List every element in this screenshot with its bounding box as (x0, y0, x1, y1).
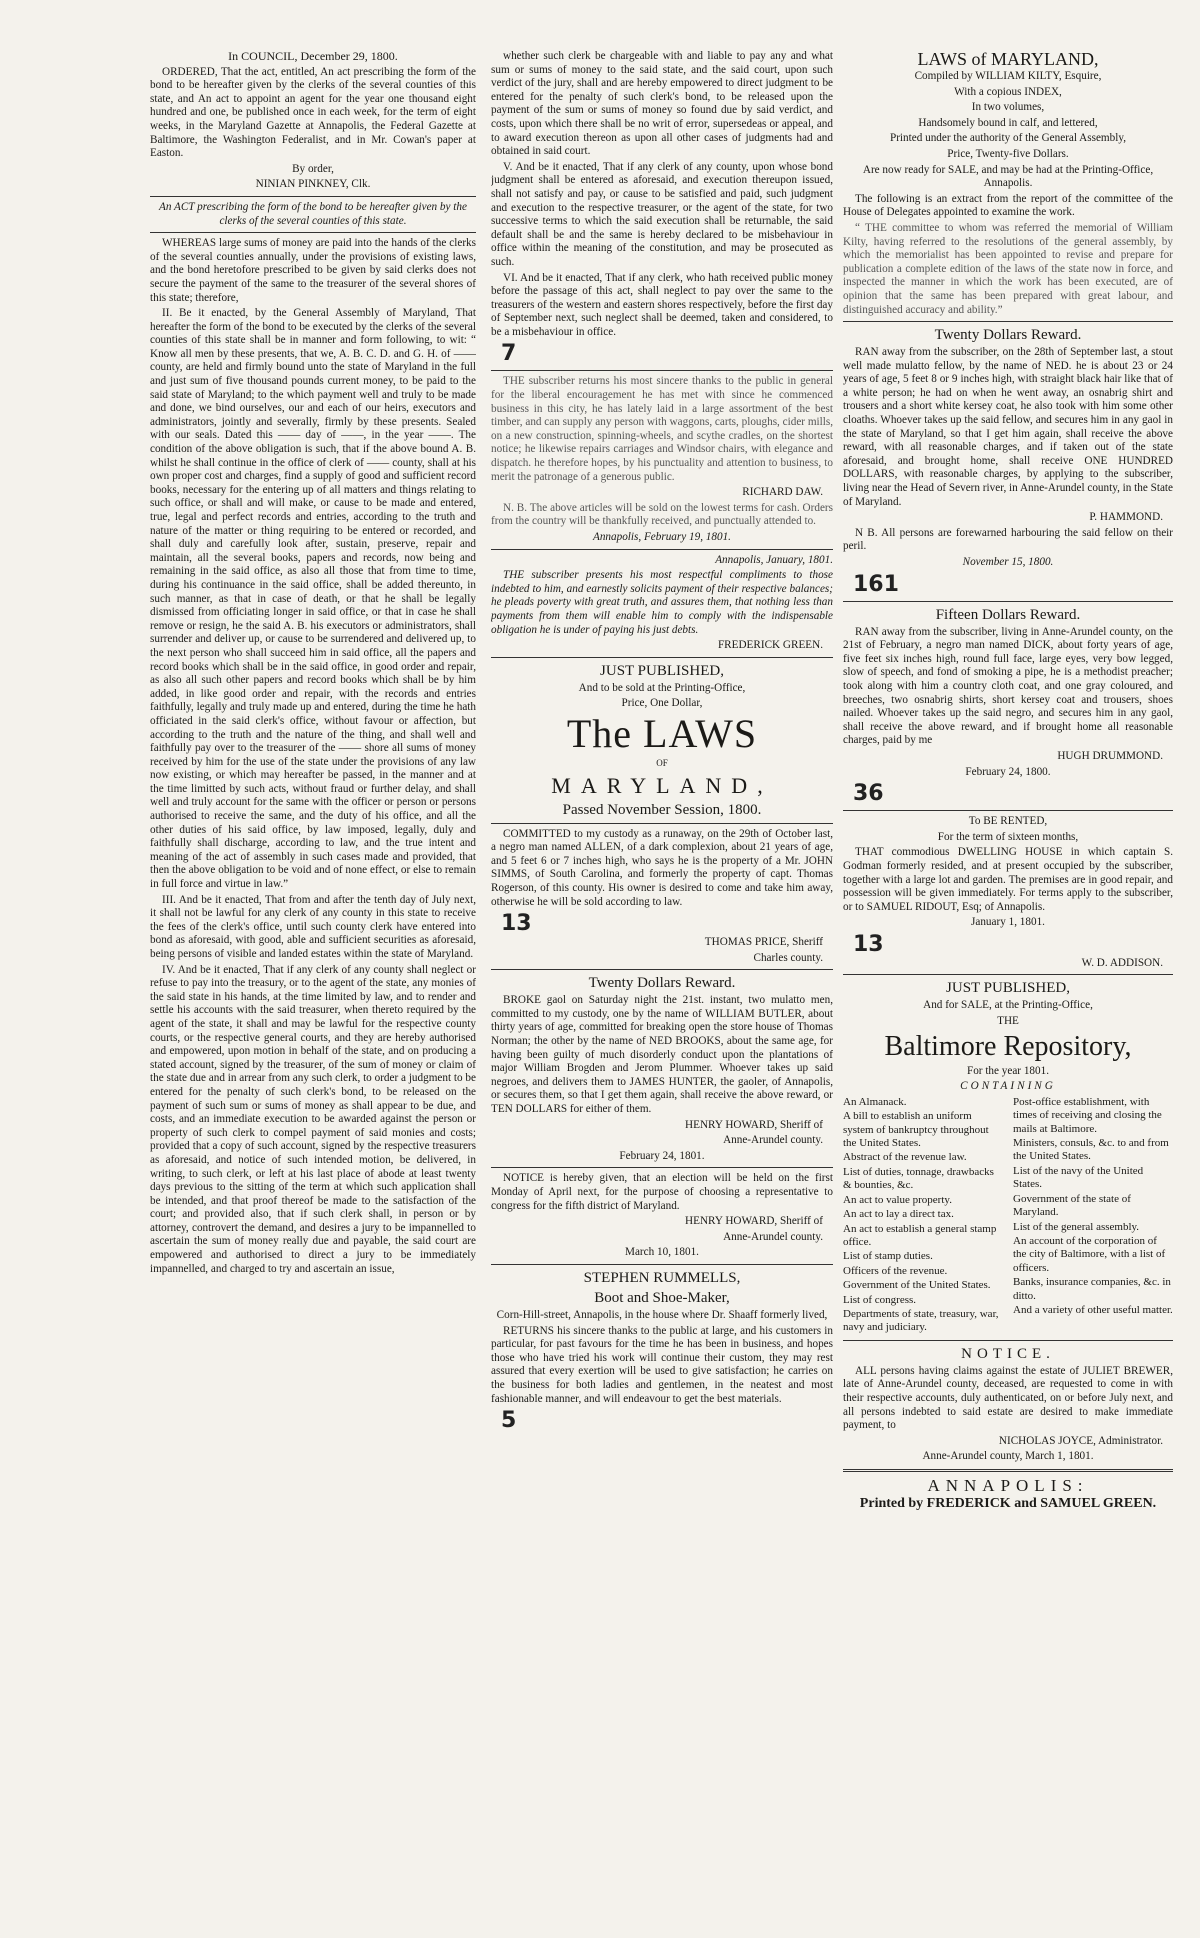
twenty-heading: Twenty Dollars Reward. (588, 975, 736, 992)
ned-heading: Twenty Dollars Reward. (934, 327, 1082, 344)
hammond-signature: P. HAMMOND. (1089, 511, 1163, 524)
laws-ad-state: MARYLAND, (551, 772, 773, 798)
clerk-signature: NINIAN PINKNEY, Clk. (255, 178, 371, 191)
divider (150, 232, 476, 233)
kilty-line: Handsomely bound in calf, and lettered, (918, 116, 1098, 129)
list-item: An account of the corporation of the city of Baltimore, with a list of officers. (1013, 1234, 1166, 1274)
election-notice: NOTICE is hereby given, that an election will be held on the first Monday of April next, for the purpose of choosing a representative to congress for the fifth district of Maryland. (491, 1172, 833, 1212)
notice-heading: NOTICE. (961, 1345, 1055, 1362)
list-item: List of the navy of the United States. (1013, 1164, 1144, 1191)
howard-date-2: March 10, 1801. (625, 1246, 699, 1259)
dick-advert: RAN away from the subscriber, living in Anne-Arundel county, on the 21st of February, a negro man named DICK, about forty years of age, five feet six inches high, round full face, large eyes, very bow legged, slow of speech, and fond of smoking a pipe, he is a methodist preacher; took along with him a country cloth coat, and one gray coloured, and breeches, two osnabrig shirts, short kersey coat and trousers, shoes nailed. Whoever takes up the said negro, and secures him in any gaol, shall receive the above reward, and if brought home all reasonable charges, paid by me (843, 625, 1173, 747)
list-item: Ministers, consuls, &c. to and from the United States. (1013, 1137, 1169, 1163)
divider (843, 974, 1173, 975)
divider (843, 810, 1173, 811)
act-title: An ACT prescribing the form of the bond to be hereafter given by the clerks of the several counties of this state. (159, 200, 467, 227)
rummells-heading: STEPHEN RUMMELLS, (583, 1269, 741, 1286)
ned-date: November 15, 1800. (962, 556, 1054, 568)
laws-ad-heading: JUST PUBLISHED, (600, 662, 724, 679)
list-item: Post-office establishment, with times of receiving and closing the mails at Baltimore. (1013, 1095, 1162, 1135)
rummells-address: Corn-Hill-street, Annapolis, in the house where Dr. Shaaff formerly lived, (496, 1308, 828, 1321)
repository-line: And for SALE, at the Printing-Office, (923, 999, 1093, 1012)
divider (491, 549, 833, 550)
kilty-laws-heading: LAWS of MARYLAND, (917, 50, 1099, 69)
kilty-quote: “ THE committee to whom was referred the memorial of William Kilty, having referred to the resolutions of the general assembly, by which the memorialist has been appointed to revise and prepare for publication a complete edition of the laws of the state now in force, and inspected the manner in which the work has been executed, are of opinion that the same has been prepared with great labour, and distinguished accuracy and ability.” (843, 221, 1173, 316)
dick-date: February 24, 1800. (965, 765, 1051, 778)
section-3: III. And be it enacted, That from and after the tenth day of July next, it shall not be lawful for any clerk of any county in this state to receive the fees of the clerk's office, until such county clerk have entered into bond as aforesaid, with good, able and sufficient securities as aforesaid, being persons of visible and landed estates within the state of Maryland. (150, 893, 476, 960)
price-county: Charles county. (753, 951, 823, 964)
contents-left (843, 1096, 1003, 1336)
divider (843, 1469, 1173, 1472)
laws-ad-of: OF (656, 757, 668, 768)
council-heading: In COUNCIL, December 29, 1800. (228, 50, 398, 63)
committed-advert: COMMITTED to my custody as a runaway, on the 29th of October last, a negro man named ALLEN, of a dark complexion, about 21 years of age, and 5 feet 6 or 7 inches high, who says he is the property of a Mr. JOHN SIMMS, of South Carolina, and formerly the property of capt. Thomas Rogerson, of this county. His owner is desired to come and take him away, otherwise he will be sold according to law. (491, 827, 833, 908)
section-6: VI. And be it enacted, That if any clerk, who hath received public money before the passage of this act, shall neglect to pay over the same to the treasurers of the western and eastern shores respectively, before the first day of September next, such neglect shall be deemed, taken and considered, to be a misbehaviour in office. (491, 271, 833, 338)
kilty-line: Printed under the authority of the General Assembly, (889, 132, 1127, 145)
section-2: II. Be it enacted, by the General Assembly of Maryland, That hereafter the form of the bond to be executed by the clerks of the several counties of this state shall be in manner and form following, to wit: “ Know all men by these presents, that we, A. B. C. D. and G. H. of —— county, are held and firmly bound unto the state of Maryland in the full and just sum of five thousand pounds current money, to be paid to the said state of Maryland; to the which payment well and truly to be made and done, we bind ourselves, our and each of our heirs, executors and administrators, jointly and severally, firmly by these presents. Sealed with our seals. Dated this —— day of ——, in the year ——. The condition of the above obligation is such, that if the above bound A. B. whilst he shall continue in the office of clerk of —— county, shall at his own proper cost and charges, find a supply of good and sufficient record books, necessary for the entering up of all matters and things relating to such office, or shall and will make, or cause to be made and entered, true, legal and perfect records and entries, according to the truth and nature of the matter or thing requiring to be entered or recorded, and shall duly and carefully look after, sustain, preserve, repair and maintain, all the several books, papers and records, now being and remaining in the said office, as also all those that from time to time, during his continuance in the said office, shall be added thereunto, in such manner, as that in case of death, or that he shall be legally dismissed from officiating longer in said office, or that in case he shall remove or resign, he the said A. B. his executors or administrators, shall surrender and deliver up, or cause to be surrendered and delivered up, to the next person who shall succeed him in said office, all the papers and record books which shall be in the said office, in good order and repair, as also all such other papers and record books which shall be by him added, in like good order and repair, with the records and entries faithfully, legally and truly made up and entered, during the time he hath officiated in the said clerk's office, without favour or affection, but according to the truth and the nature of the thing, and shall well and faithfully pay over to the treasurer of the —— shore all sums of money received by him for the use of the state under the provisions of any law now existing, or which may hereafter be passed, in the manner and at the time limitted by such acts, without fraud or further delay, and shall well and truly account for the same with the officer or person or persons authorised to receive the same, and the duty of his office, and all the other duties of his said office, by law imposed, legally, duly and faithfully shall discharge, according to law, and the true intent and meaning of the act of assembly in such cases made and provided, that then the above obligation to be void and of none effect, or else to remain in full force and virtue in law.” (150, 307, 476, 891)
ned-note: N B. All persons are forewarned harbouring the said fellow on their peril. (843, 526, 1173, 553)
repository-contents (843, 1096, 1173, 1336)
list-item: List of congress. (843, 1293, 917, 1306)
rent-heading: To BE RENTED, (968, 815, 1048, 828)
divider (491, 1167, 833, 1168)
green-notice: THE subscriber presents his most respectful compliments to those indebted to him, and earnestly solicits payment of their respective balances; he pleads poverty with great truth, and assures them, that nothing less than payments from them will enable him to comply with the indispensable obligation he is under of paying his just debts. (491, 569, 833, 636)
list-item: A bill to establish an uniform system of bankruptcy throughout the United States. (843, 1110, 989, 1150)
contents-right (1013, 1096, 1173, 1336)
joyce-signature: NICHOLAS JOYCE, Administrator. (998, 1434, 1163, 1447)
ordered-paragraph: ORDERED, That the act, entitled, An act prescribing the form of the bond to be hereafter given by the clerks of the several counties of this state, and An act to appoint an agent for the year one thousand eight hundred and one, be published once in each week, for the term of eight weeks, in the Maryland Gazette at Annapolis, the Federal Gazette at Baltimore, the Washington Federalist, and in Mr. Cowan's paper at Easton. (150, 65, 476, 160)
ned-advert: RAN away from the subscriber, on the 28th of September last, a stout well made mulatto fellow, by the name of NED. he is about 23 or 24 years of age, 5 feet 8 or 9 inches high, with straight black hair like that of a white person; he had on when he went away, an osnabrig shirt and trousers and a short white kersey coat, he also took with him some other cloaths. Whoever takes up the said fellow, and secures him in any gaol in the state of Maryland, so that I get him again, shall receive the above reward, with all reasonable charges, and if taken out of the state aforesaid, and brought home, shall receive ONE HUNDRED DOLLARS, with reasonable charges, by applying to the subscriber, living near the Head of Severn river, in Anne-Arundel county, in the State of Maryland. (843, 346, 1173, 508)
list-item: List of stamp duties. (843, 1250, 933, 1263)
divider (491, 969, 833, 970)
list-item: An act to value property. (843, 1193, 952, 1206)
kilty-line: In two volumes, (971, 101, 1045, 114)
imprint-printer: Printed by FREDERICK and SAMUEL GREEN. (859, 1495, 1157, 1511)
notice-date: Anne-Arundel county, March 1, 1801. (922, 1450, 1094, 1463)
repository-containing: CONTAINING (960, 1080, 1056, 1093)
kilty-line: With a copious INDEX, (954, 85, 1062, 98)
price-signature: THOMAS PRICE, Sheriff (704, 936, 823, 949)
list-item: An act to establish a general stamp office. (843, 1222, 997, 1248)
column-1 (150, 50, 476, 1910)
column-3 (843, 50, 1173, 1910)
repository-title: Baltimore Repository, (884, 1030, 1132, 1062)
howard-county-2: Anne-Arundel county. (723, 1230, 823, 1243)
list-item: Government of the United States. (843, 1279, 991, 1292)
repository-heading: JUST PUBLISHED, (946, 980, 1070, 997)
list-item: Government of the state of Maryland. (1013, 1192, 1131, 1219)
handwritten-mark: 5 (501, 1408, 517, 1434)
list-item: An Almanack. (843, 1095, 907, 1108)
act-continuation: whether such clerk be chargeable with and liable to pay any and what sum or sums of money to the said state, and the said court, upon such verdict of the jury, shall and are hereby empowered to direct judgment to be entered for the penalty of such clerk's bond, to be released upon the payment of the sum or sums of money so found due by said verdict, and costs, upon which there shall be no writ of error, supersedeas or appeal, and to award execution thereon as upon all other cases of judgments had and obtained in said court. (491, 50, 833, 158)
section-4: IV. And be it enacted, That if any clerk of any county shall neglect or refuse to pay into the treasury, or to the agent of the state, any monies of the said state in his hands, at the time limited by law, and to render and settle his accounts with the said treasurer, when thereto required by the agent of the state, it shall and may be lawful for the respective county courts, or the respective general courts, and they are hereby authorised and empowered, upon motion in behalf of the state, and on producing a stated account, signed by the treasurer, of the sum of money or claim of the state due and in arrear from any such clerk, to order a judgment to be entered for the penalty of such clerk's bond, to be released on the payment of such sum or sums of money as shall appear to be due, and costs, and an immediate execution to be awarded against the person or property of such clerk to compel payment of said monies and costs; provided that a copy of such account, signed by the respective treasurers as aforesaid, and notice of such intended motion, be delivered, in writing, to such clerk, or left at his last place of abode at least twenty days previous to the sitting of the term at which such application shall be intended, and that proof thereof be made to the satisfaction of the court; and provided also, that if such clerk shall, in person or by attorney, controvert the demand, and desires a jury to be impannelled to ascertain the sum of money really due and payable, the said court are empowered and authorised to direct a jury to be immediately impannelled, and charged to try and ascertain an issue, (150, 963, 476, 1275)
rummells-advert: RETURNS his sincere thanks to the public at large, and his customers in particular, for past favours for the time he has been in business, and hopes those who have tried his work will continue their custom, they may rest assured that every exertion will be used to give satisfaction; he carries on the business for both ladies and gentlemen, in the neatest and most fashionable manner, and will endeavour to get the best materials. (491, 1324, 833, 1405)
daw-advert: THE subscriber returns his most sincere thanks to the public in general for the liberal encouragement he has met with since he commenced business in this city, he has lately laid in a large assortment of the best timber, and can supply any person with waggons, carts, ploughs, cider mills, on a new construction, spinning-wheels, and scythe cradles, on the shortest notice; he likewise repairs carriages and Windsor chairs, with elegance and dispatch. he therefore hopes, by his punctuality and attention to business, to merit the patronage of a generous public. (491, 375, 833, 483)
laws-ad-session: Passed November Session, 1800. (562, 801, 762, 818)
list-item: And a variety of other useful matter. (1013, 1303, 1173, 1316)
kilty-line: Compiled by WILLIAM KILTY, Esquire, (914, 70, 1102, 82)
handwritten-mark: 13 (501, 911, 532, 937)
addison-signature: W. D. ADDISON. (1081, 956, 1163, 969)
column-2 (491, 50, 833, 1910)
whereas-paragraph: WHEREAS large sums of money are paid into the hands of the clerks of the several counties annually, under the provisions of existing laws, and the bond heretofore prescribed to be given by said clerks does not secure the payment of the same to the treasurer of the several shores of this state; therefore, (150, 237, 476, 304)
howard-date: February 24, 1801. (619, 1149, 705, 1162)
laws-ad-title: The LAWS (566, 710, 758, 756)
howard-signature: HENRY HOWARD, Sheriff of (685, 1118, 823, 1131)
list-item: Banks, insurance companies, &c. in ditto. (1013, 1276, 1171, 1302)
list-item: Departments of state, treasury, war, navy and judiciary. (843, 1307, 999, 1334)
green-date: Annapolis, January, 1801. (715, 553, 833, 566)
rent-date: January 1, 1801. (971, 916, 1045, 929)
repository-the: THE (997, 1015, 1019, 1028)
list-item: Abstract of the revenue law. (843, 1151, 967, 1164)
drummond-signature: HUGH DRUMMOND. (1057, 749, 1163, 762)
section-5: V. And be it enacted, That if any clerk of any county, upon whose bond judgment shall be entered as aforesaid, and execution thereupon issued, shall not satisfy and pay, or cause to be satisfied and paid, such judgment and execution to the respective treasurer, or the agent of the state, for two successive terms to which the said execution shall be returnable, the said default shall be and the same is hereby declared to be misbehaviour in office within the meaning of the constitution, and may be prosecuted as such. (491, 160, 833, 268)
daw-note: N. B. The above articles will be sold on the lowest terms for cash. Orders from the country will be thankfully received, and punctually attended to. (491, 501, 833, 528)
divider (150, 196, 476, 197)
divider (491, 823, 833, 824)
howard-signature-2: HENRY HOWARD, Sheriff of (685, 1215, 823, 1228)
brewer-notice: ALL persons having claims against the estate of JULIET BREWER, late of Anne-Arundel county, deceased, are requested to come in with their respective accounts, duly authenticated, on or before July next, and all persons indebted to said estate are desired to make immediate payment, to (843, 1364, 1173, 1432)
divider (491, 370, 833, 371)
rent-subheading: For the term of sixteen months, (937, 830, 1079, 843)
green-signature: FREDERICK GREEN. (717, 639, 823, 652)
handwritten-mark: 161 (853, 571, 899, 597)
daw-signature: RICHARD DAW. (742, 486, 823, 499)
kilty-extract-intro: The following is an extract from the report of the committee of the House of Delegates appointed to examine the work. (843, 192, 1173, 219)
daw-date: Annapolis, February 19, 1801. (593, 531, 731, 543)
kilty-price: Price, Twenty-five Dollars. (947, 147, 1069, 160)
divider (843, 321, 1173, 322)
twenty-advert: BROKE gaol on Saturday night the 21st. instant, two mulatto men, committed to my custody, one by the name of WILLIAM BUTLER, about thirty years of age, committed for breaking open the store house of Thomas Norman; the other by the name of NED BROOKS, about the same age, for having been guilty of much disorderly conduct upon the plantations of major William Brogden and Jerom Plummer. Whoever takes up said negroes, and delivers them to JAMES HUNTER, the gaoler, of Annapolis, or secures them, so that I get them again, shall receive the above reward, or TEN DOLLARS for either of them. (491, 994, 833, 1116)
laws-ad-price: Price, One Dollar, (621, 697, 703, 710)
rummells-subheading: Boot and Shoe-Maker, (594, 1289, 730, 1306)
list-item: List of the general assembly. (1013, 1220, 1140, 1233)
divider (843, 1340, 1173, 1341)
divider (491, 1264, 833, 1265)
list-item: An act to lay a direct tax. (843, 1208, 954, 1221)
divider (843, 601, 1173, 602)
handwritten-mark: 7 (501, 341, 517, 367)
laws-ad-line: And to be sold at the Printing-Office, (578, 681, 746, 694)
howard-county: Anne-Arundel county. (723, 1134, 823, 1147)
repository-year: For the year 1801. (966, 1064, 1050, 1077)
handwritten-mark: 36 (853, 781, 884, 807)
handwritten-mark: 13 (853, 931, 884, 957)
imprint-place: ANNAPOLIS: (927, 1475, 1089, 1495)
divider (491, 657, 833, 658)
by-order: By order, (292, 162, 334, 175)
list-item: Officers of the revenue. (843, 1264, 948, 1277)
dick-heading: Fifteen Dollars Reward. (935, 606, 1081, 623)
rent-advert: THAT commodious DWELLING HOUSE in which captain S. Godman formerly resided, and at present occupied by the subscriber, together with a large lot and garden. The premises are in good repair, and possession will be given immediately. For terms apply to the subscriber, or to SAMUEL RIDOUT, Esq; of Annapolis. (843, 846, 1173, 913)
kilty-availability: Are now ready for SALE, and may be had at the Printing-Office, Annapolis. (862, 163, 1154, 190)
list-item: List of duties, tonnage, drawbacks & bounties, &c. (843, 1165, 994, 1192)
